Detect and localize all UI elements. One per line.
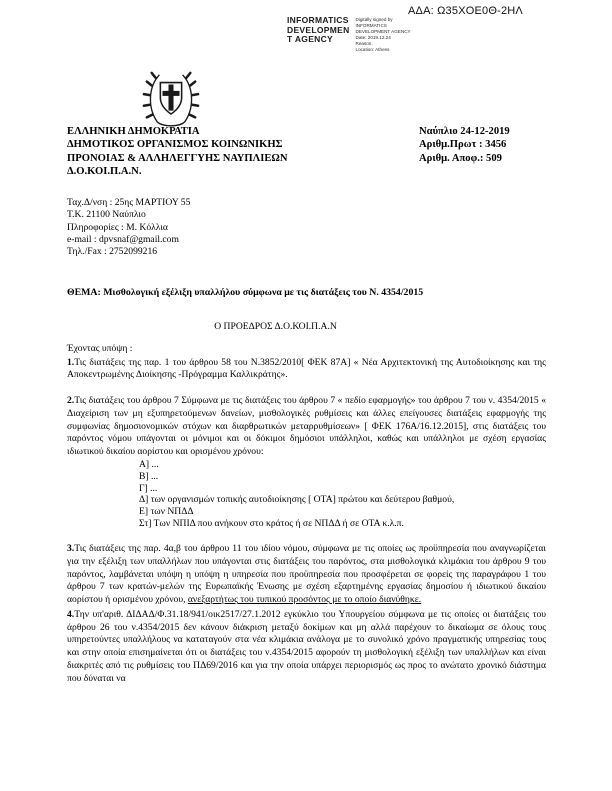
contact-person: Πληροφορίες : Μ. Κόλλια <box>67 221 168 233</box>
item-4-number: 4. <box>67 608 75 620</box>
signature-detail-line: Date: 2019.12.24 <box>355 34 391 40</box>
org-line-republic: ΕΛΛΗΝΙΚΗ ΔΗΜΟΚΡΑΤΙΑ <box>67 126 200 137</box>
list-line-c: Γ] ... <box>139 482 158 494</box>
list-line-st: Στ] Των ΝΠΙΔ που ανήκουν στο κράτος ή σε ΝΠΔΔ ή σε ΟΤΑ κ.λ.π. <box>139 518 404 530</box>
signature-detail-line: Location: Athens <box>355 46 390 52</box>
agency-line: T AGENCY <box>287 34 334 45</box>
item-3-number: 3. <box>67 543 75 555</box>
agency-line: INFORMATICS <box>287 15 349 25</box>
signature-detail-line: Digitally signed by <box>355 17 393 22</box>
contact-postal-code: Τ.Κ. 21100 Ναύπλιο <box>67 209 146 221</box>
item-4-text: Την υπ'αριθ. ΔΙΔΑΔ/Φ.31.18/941/οικ2517/27.1.2012 εγκύκλιο του Υπουργείου σύμφωνα με τις οποίες οι διατάξεις του άρθρου 26 του ν.4354/2015 δεν κάνουν διάκριση μεταξύ δοκίμων και μη αλλά παρέχουν το δικαίωμα σε όλους τους υπηρετούντες υπαλλήλους να καταταγούν στα νέα κλιμάκια ανάλογα με το συνολικό χρόνο πραγματικής υπηρεσίας τους και στην οποία επισημαίνεται ότι οι διατάξεις του ν.4354/2015 αφορούν τη μισθολογική εξέλιξη των υπαλλήλων και είναι διακριτές από τις ρυθμίσεις του ΠΔ69/2016 και για την οποία υπάρχει περιορισμός ως προς το ανώτατο χρονικό διάστημα που δύναται να <box>67 608 546 684</box>
item-2-paragraph <box>67 395 546 459</box>
item-4 <box>67 609 546 686</box>
item-3-paragraph <box>67 543 546 607</box>
agency-line: DEVELOPMEN <box>287 24 350 35</box>
decision-heading: Ο ΠΡΟΕΔΡΟΣ Δ.Ο.ΚΟΙ.Π.Α.Ν <box>214 321 337 332</box>
item-3 <box>67 543 546 607</box>
reference-block <box>419 125 510 165</box>
decision-body <box>67 321 546 685</box>
list-line-b: Β] ... <box>139 470 159 482</box>
item-2-text: Τις διατάξεις του άρθρου 7 Σύμφωνα με τις διατάξεις του άρθρου 7 « πεδίο εφαρμογής» του άρθρου 7 του ν. 4354/2015 « Διαχείριση των μη εξυπηρετούμενων δανείων, μισθολογικές ρυθμίσεις και άλλες επείγουσες διατάξεις εφαρμογής της συμφωνίας δημοσιονομικών στόχων και διαρθρωτικών μεταρρυθμίσεων» [ ΦΕΚ 176Α/16.12.2015], στις διατάξεις του παρόντος νόμου υπάγονται οι μόνιμοι και οι δόκιμοι δημόσιοι υπάλληλοι, καθώς και υπάλληλοι με σχέση εργασίας ιδιωτικού δικαίου αορίστου και ορισμένου χρόνου: <box>67 395 546 457</box>
ref-place-date: Ναύπλιο 24-12-2019 <box>419 126 510 137</box>
item-2-number: 2. <box>67 395 75 406</box>
ref-decision-number: Αριθμ. Αποφ.: 509 <box>419 152 502 164</box>
having-regard-label: Έχοντας υπόψη : <box>67 342 133 354</box>
signature-detail-line: Reason: <box>355 40 373 46</box>
subject-line: ΘΕΜΑ: Μισθολογική εξέλιξη υπαλλήλου σύμφωνα με τις διατάξεις του Ν. 4354/2015 <box>67 287 424 298</box>
item-1-paragraph <box>67 357 546 383</box>
ref-protocol-number: Αριθμ.Πρωτ : 3456 <box>419 139 507 151</box>
organization-header <box>67 125 288 178</box>
item-3-text: Τις διατάξεις της παρ. 4α,β του άρθρου 11 του ιδίου νόμου, σύμφωνα με τις οποίες ως προϋπηρεσία που αναγνωρίζεται για την εξέλιξη των υπαλλήλων που υπάγονται στις διατάξεις του παρόντος, στα μισθολογικά κλιμάκια του άρθρου 9 του παρόντος, λαμβάνεται υπόψη η υπόψη η υπηρεσία που προϋπηρεσία που προσφέρεται σε φορείς της παραγράφου 1 του άρθρου 7 των κρατών-μελών της Ευρωπαϊκής Ένωσης με σχέση εξαρτημένης εργασίας δημοσίου ή ιδιωτικού δικαίου αορίστου ή ορισμένου χρόνου, <box>67 543 546 606</box>
list-line-a: Α] ... <box>139 458 159 470</box>
signature-detail-line: INFORMATICS <box>355 22 387 28</box>
ada-number: ΑΔΑ: Ω35ΧΟΕ0Θ-2ΗΛ <box>408 5 523 17</box>
signature-agency-name <box>287 16 350 45</box>
item-1-text: Τις διατάξεις της παρ. 1 του άρθρου 58 του Ν.3852/2010[ ΦΕΚ 87Α] « Νέα Αρχιτεκτονική της Αυτοδιοίκησης και της Αποκεντρωμένης Διοίκησης -Πρόγραμμα Καλλικράτης». <box>67 356 546 381</box>
signature-detail-line: DEVELOPMENT AGENCY <box>355 28 411 34</box>
org-line-name-1: ΔΗΜΟΤΙΚΟΣ ΟΡΓΑΝΙΣΜΟΣ ΚΟΙΝΩΝΙΚΗΣ <box>67 139 283 151</box>
item-2-list <box>67 459 546 530</box>
contact-address: Ταχ.Δ/νση : 25ης ΜΑΡΤΙΟΥ 55 <box>67 197 191 208</box>
signature-details <box>356 16 418 53</box>
contact-email: e-mail : dpvsnaf@gmail.com <box>67 233 179 245</box>
item-1-number: 1. <box>67 356 75 368</box>
org-line-name-2: ΠΡΟΝΟΙΑΣ & ΑΛΛΗΛΕΓΓΥΗΣ ΝΑΥΠΛΙΕΩΝ <box>67 152 288 164</box>
digital-signature-stamp <box>287 16 418 53</box>
item-4-paragraph <box>67 609 546 686</box>
contact-info <box>67 197 190 258</box>
org-line-abbrev: Δ.Ο.ΚΟΙ.Π.Α.Ν. <box>67 166 142 178</box>
contact-phone-fax: Τηλ./Fax : 2752099216 <box>67 246 158 258</box>
item-1 <box>67 357 546 383</box>
item-3-underlined-text: ανεξαρτήτως του τυπικού προσόντος με το οποίο διανύθηκε. <box>187 594 422 606</box>
list-line-e: Ε] των ΝΠΔΔ <box>139 506 194 518</box>
item-2 <box>67 395 546 530</box>
list-line-d: Δ] των οργανισμών τοπικής αυτοδιοίκησης [ ΟΤΑ] πρώτου και δεύτερου βαθμού, <box>139 494 455 506</box>
